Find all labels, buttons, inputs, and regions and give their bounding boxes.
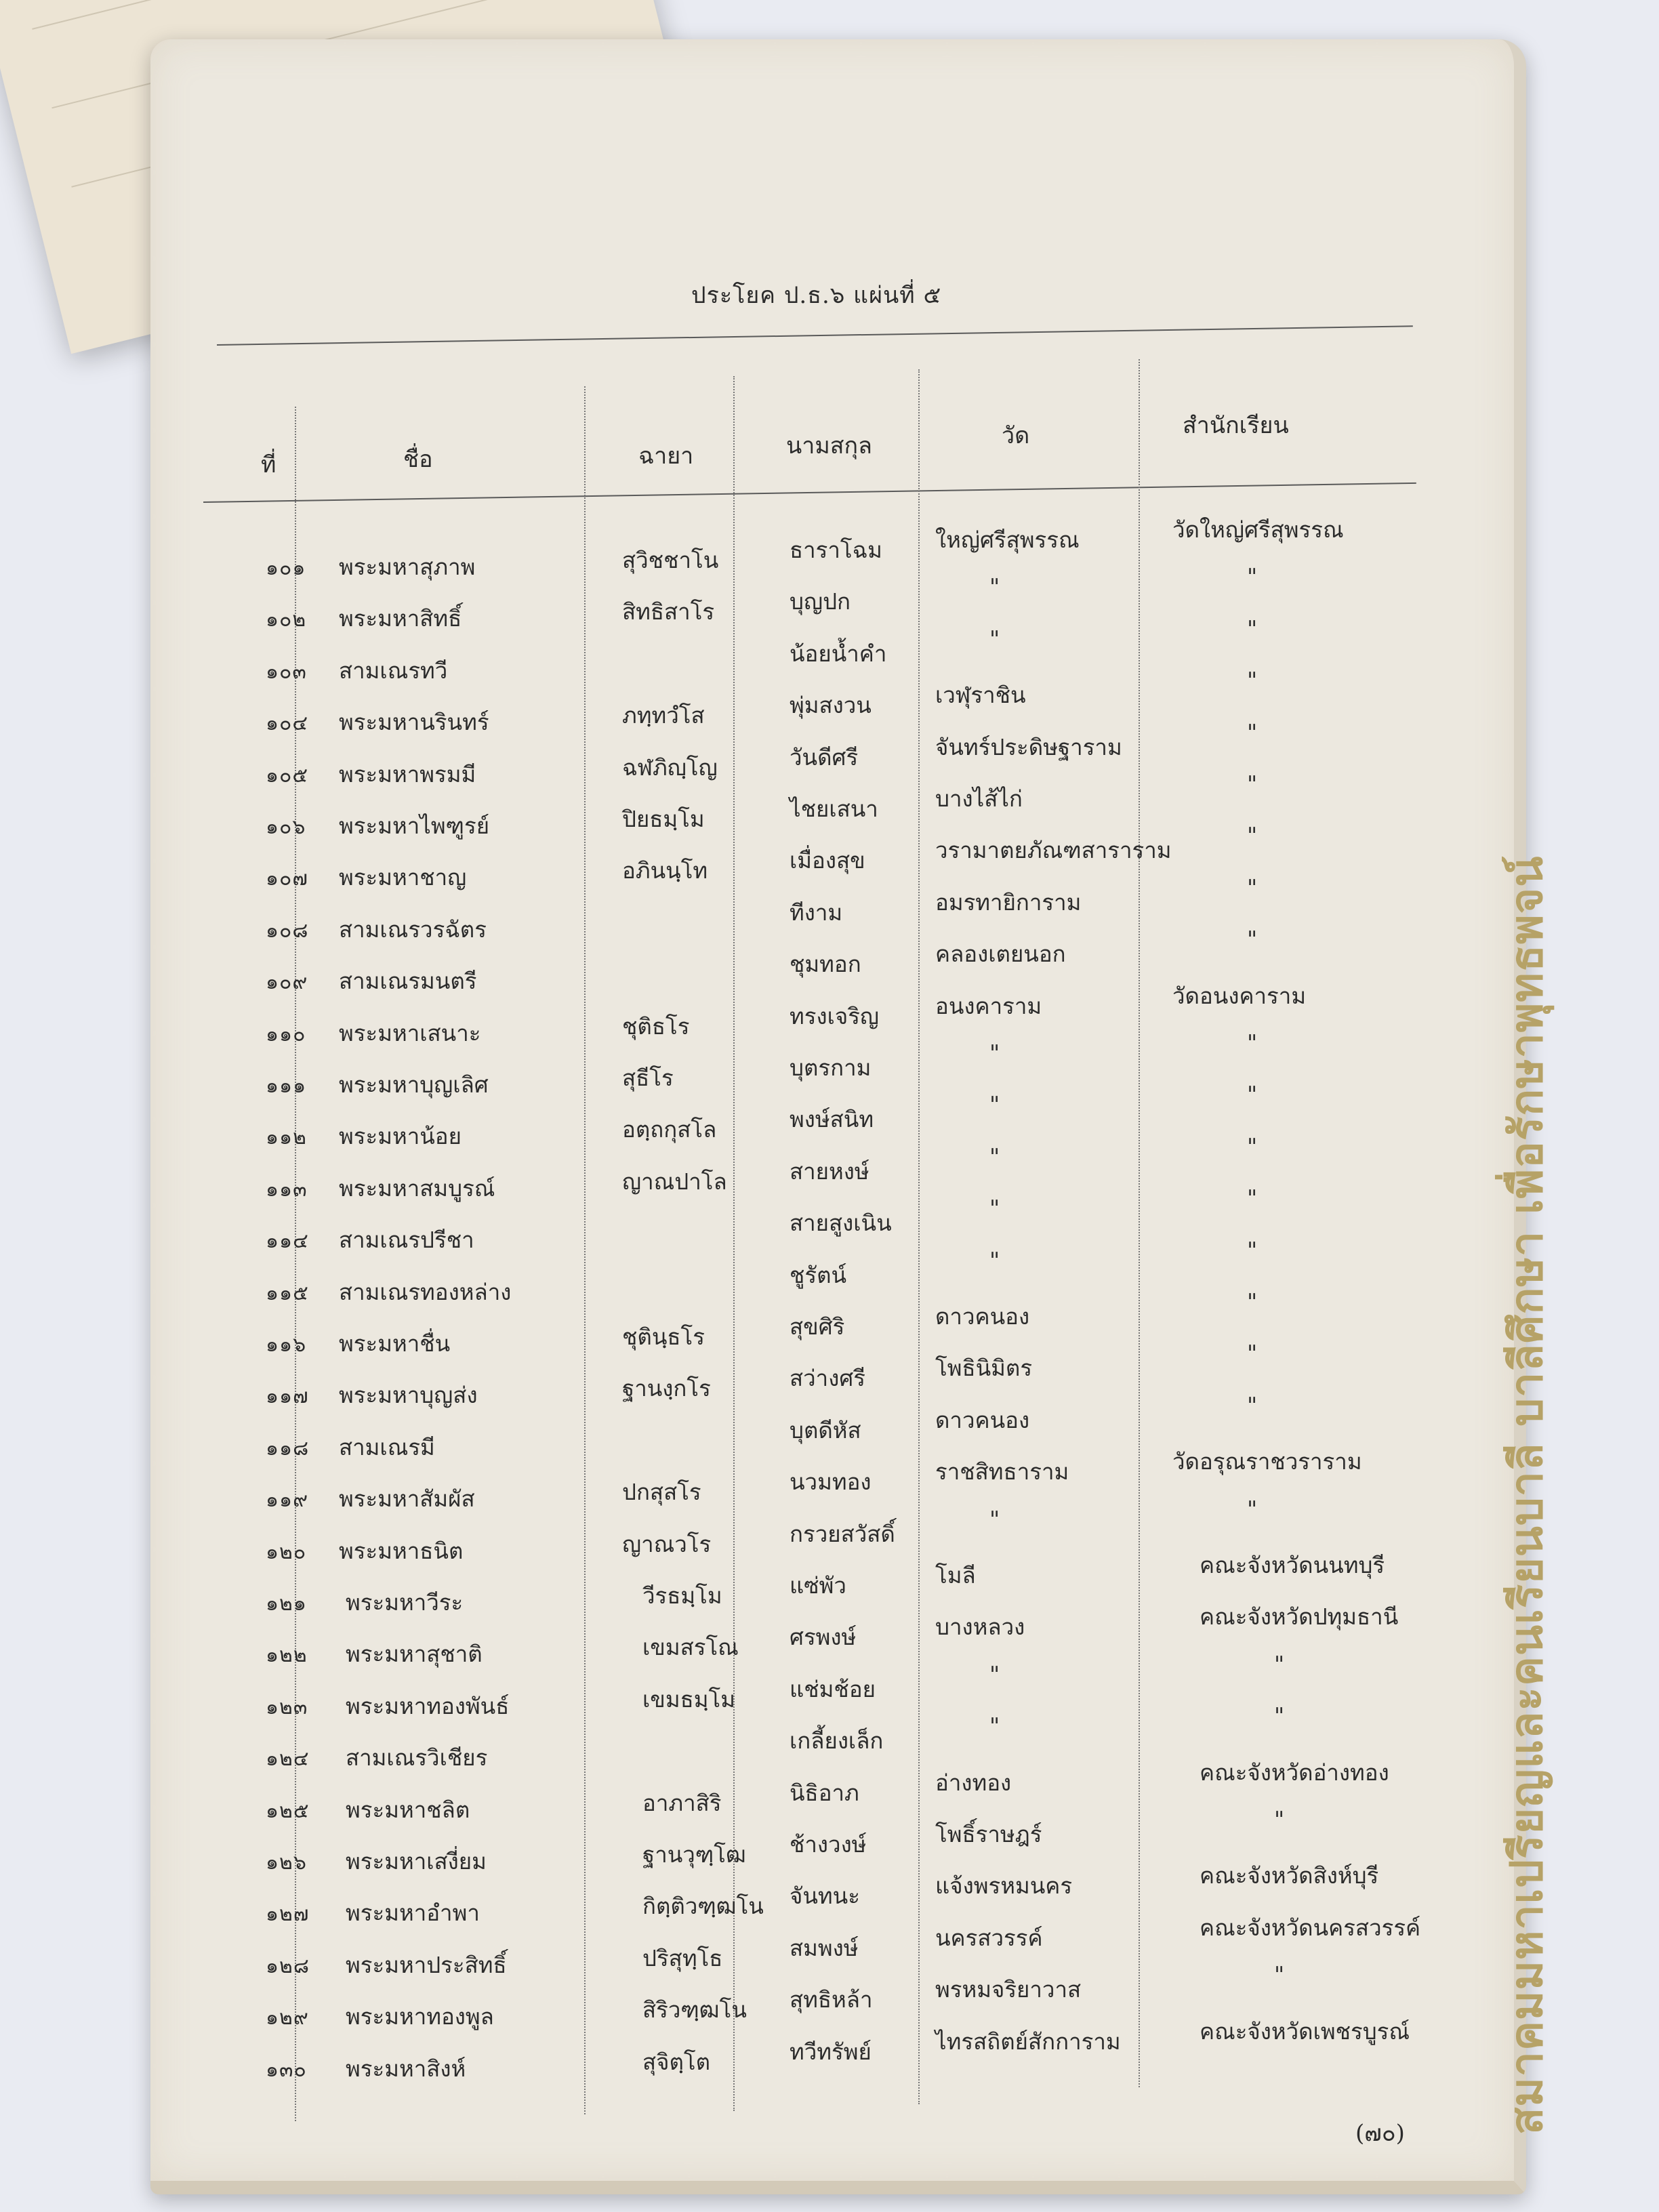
cell-chaya: เขมสรโณ [642, 1634, 739, 1661]
cell-wat: โพธิ์ราษฎร์ [935, 1821, 1042, 1847]
cell-no: ๑๑๐ [266, 1022, 306, 1046]
cell-surname: ทรงเจริญ [790, 1002, 880, 1029]
cell-surname: เมื่องสุข [790, 847, 865, 874]
cell-wat: แจ้งพรหมนคร [935, 1872, 1073, 1900]
cell-surname: จันทนะ [790, 1883, 860, 1910]
cell-chaya: ชุติธโร [622, 1012, 690, 1040]
cell-name: สามเณรวรฉัตร [339, 916, 487, 943]
cell-chaya: ปกสุสโร [622, 1479, 701, 1506]
cell-surname: วันดีศรี [790, 743, 859, 771]
cell-school: " [1247, 1391, 1258, 1418]
cell-school: " [1247, 1132, 1258, 1160]
column-divider-name [584, 386, 586, 2114]
cell-no: ๑๒๗ [266, 1902, 310, 1927]
cell-name: พระมหาชลิต [346, 1796, 470, 1823]
cell-no: ๑๒๑ [266, 1592, 307, 1616]
cell-no: ๑๐๔ [266, 712, 309, 736]
cell-wat: " [989, 1713, 1000, 1740]
cell-wat: เวฬุราชิน [935, 682, 1026, 709]
cell-school: " [1247, 615, 1258, 642]
cell-name: พระมหาทองพูล [346, 2003, 494, 2030]
cell-no: ๑๑๑ [266, 1074, 307, 1098]
cell-school: คณะจังหวัดนนทบุรี [1200, 1552, 1385, 1578]
cell-no: ๑๒๖ [266, 1851, 307, 1875]
cell-surname: ทวีทรัพย์ [790, 2038, 872, 2065]
cell-school: " [1247, 1288, 1258, 1315]
cell-name: สามเณรปรีชา [339, 1227, 474, 1254]
cell-chaya: ญาณปาโล [622, 1168, 727, 1195]
cell-chaya: อตฺถกุสโล [622, 1116, 717, 1143]
cell-school: " [1247, 1236, 1258, 1263]
cell-no: ๑๒๒ [266, 1643, 308, 1668]
cell-chaya: ปิยธมฺโม [622, 806, 705, 832]
cell-name: พระมหาประสิทธิ์ [346, 1951, 507, 1978]
cell-name: พระมหาชื่น [339, 1330, 451, 1357]
cell-surname: ไชยเสนา [790, 796, 878, 822]
header-name: ชื่อ [403, 446, 433, 473]
cell-wat: นครสวรรค์ [935, 1924, 1043, 1951]
header-wat: วัด [1002, 422, 1030, 449]
cell-school: คณะจังหวัดเพชรบูรณ์ [1200, 2018, 1410, 2045]
cell-surname: น้อยน้ำคำ [790, 640, 887, 667]
cell-surname: สุขศิริ [790, 1313, 845, 1340]
cell-name: พระมหาเสนาะ [339, 1019, 481, 1046]
document-title: ประโยค ป.ธ.๖ แผ่นที่ ๕ [691, 282, 942, 309]
cell-no: ๑๐๒ [266, 608, 307, 632]
cell-name: สามเณรมนตรี [339, 968, 477, 995]
cell-school: " [1247, 1185, 1258, 1212]
cell-wat: ไทรสถิตย์สักการาม [935, 2028, 1121, 2055]
cell-school: วัดใหญ่ศรีสุพรรณ [1172, 516, 1344, 543]
cell-name: พระมหาวีระ [346, 1589, 464, 1616]
column-divider-wat [1139, 359, 1140, 2087]
cell-no: ๑๑๓ [266, 1177, 308, 1202]
cell-wat: วรามาตยภัณฑสาราราม [935, 837, 1172, 864]
cell-name: พระมหาสิทธิ์ [339, 605, 462, 632]
cell-wat: บางหลวง [935, 1614, 1025, 1641]
cell-wat: " [989, 1040, 1000, 1066]
cell-name: พระมหานรินทร์ [339, 709, 489, 736]
page-number: (๗๐) [1355, 2120, 1405, 2147]
cell-surname: สายหงษ์ [790, 1158, 869, 1185]
cell-wat: " [989, 625, 1000, 652]
cell-school: " [1247, 822, 1258, 849]
cell-name: พระมหาน้อย [339, 1123, 462, 1150]
cell-surname: ชูรัตน์ [790, 1261, 847, 1288]
cell-no: ๑๑๒ [266, 1126, 307, 1150]
cell-surname: แซ่พัว [790, 1572, 846, 1599]
cell-surname: กรวยสวัสดิ์ [790, 1520, 895, 1547]
cell-name: พระมหาชาญ [339, 864, 467, 891]
cell-surname: สว่างศรี [790, 1365, 865, 1392]
header-surname: นามสกุล [786, 432, 872, 459]
cell-name: พระมหาธนิต [339, 1537, 464, 1564]
cell-wat: " [989, 1143, 1000, 1170]
cell-school: " [1247, 771, 1258, 797]
cell-surname: ธาราโฉม [790, 537, 882, 563]
cell-school: " [1247, 1081, 1258, 1108]
cell-no: ๑๓๐ [266, 2057, 307, 2082]
cell-school: " [1274, 1650, 1285, 1677]
cell-no: ๑๒๙ [266, 2006, 309, 2030]
cell-school: " [1247, 1495, 1258, 1522]
cell-wat: " [989, 1660, 1000, 1687]
cell-name: พระมหาบุญเลิศ [339, 1071, 489, 1098]
cell-chaya: สุวิชชาโน [622, 547, 719, 573]
cell-chaya: วีรธมฺโม [642, 1582, 722, 1609]
cell-chaya: อาภาสิริ [642, 1789, 722, 1816]
cell-name: พระมหาสุภาพ [339, 554, 476, 580]
cell-no: ๑๐๖ [266, 815, 306, 839]
cell-wat: " [989, 1246, 1000, 1273]
cell-no: ๑๐๘ [266, 918, 309, 943]
cell-school: " [1247, 874, 1258, 901]
cell-surname: เกลี้ยงเล็ก [790, 1727, 884, 1755]
watermark-text: สมาคมมหาเปรียญและคนเรียนบาลี บาลีศึกษา เพื่อรักษาพุทธพจน์ [1500, 855, 1553, 2135]
cell-wat: " [989, 1091, 1000, 1118]
cell-chaya: กิตฺติวฑฺฒโน [642, 1893, 764, 1920]
cell-wat: โพธินิมิตร [935, 1355, 1033, 1382]
cell-wat: " [989, 1195, 1000, 1222]
cell-no: ๑๑๙ [266, 1488, 309, 1513]
cell-chaya: ปริสุทฺโธ [642, 1944, 723, 1971]
header-school: สำนักเรียน [1183, 412, 1289, 439]
cell-name: สามเณรวิเชียร [346, 1744, 488, 1771]
cell-school: " [1247, 563, 1258, 590]
cell-wat: บางไส้ไก่ [935, 785, 1023, 812]
cell-school: คณะจังหวัดนครสวรรค์ [1200, 1914, 1421, 1941]
cell-surname: ศรพงษ์ [790, 1624, 857, 1651]
cell-chaya: ชุตินฺธโร [622, 1324, 705, 1350]
cell-chaya: ภทฺทวํโส [622, 702, 705, 729]
cell-name: พระมหาอำพา [346, 1900, 480, 1927]
cell-surname: ชุมทอก [790, 951, 861, 978]
cell-name: พระมหาเสงี่ยม [346, 1848, 487, 1875]
column-divider-surname [918, 369, 920, 2104]
cell-wat: " [989, 573, 1000, 600]
cell-school: " [1247, 718, 1258, 745]
cell-school: " [1247, 1029, 1258, 1056]
cell-surname: แช่มช้อย [790, 1675, 876, 1702]
cell-chaya: สิทธิสาโร [622, 598, 715, 626]
cell-name: สามเณรทองหล่าง [339, 1278, 512, 1305]
cell-no: ๑๑๗ [266, 1385, 309, 1409]
cell-chaya: ฐานงฺกโร [622, 1375, 711, 1402]
cell-name: พระมหาสมบูรณ์ [339, 1174, 495, 1202]
cell-no: ๑๒๐ [266, 1540, 307, 1564]
cell-name: พระมหาสัมผัส [339, 1486, 475, 1513]
cell-school: " [1274, 1961, 1285, 1988]
cell-wat: อมรทายิการาม [935, 888, 1082, 916]
cell-wat: จันทร์ประดิษฐาราม [935, 733, 1122, 760]
cell-no: ๑๐๕ [266, 763, 309, 787]
cell-surname: บุตรกาม [790, 1054, 872, 1081]
cell-school: คณะจังหวัดสิงห์บุรี [1200, 1862, 1379, 1889]
cell-school: " [1274, 1702, 1285, 1729]
cell-surname: สมพงษ์ [790, 1934, 859, 1961]
cell-surname: นิธิอาภ [790, 1779, 859, 1806]
cell-wat: ราชสิทธาราม [935, 1458, 1069, 1486]
cell-no: ๑๐๓ [266, 659, 307, 684]
cell-chaya: สิริวฑฺฒโน [642, 1996, 747, 2024]
cell-school: คณะจังหวัดปทุมธานี [1200, 1603, 1399, 1631]
cell-chaya: สุธีโร [622, 1065, 674, 1091]
cell-no: ๑๑๕ [266, 1281, 309, 1305]
cell-surname: นวมทอง [790, 1469, 872, 1496]
cell-surname: สายสูงเนิน [790, 1210, 892, 1237]
cell-wat: ดาวคนอง [935, 1303, 1030, 1330]
cell-no: ๑๒๔ [266, 1747, 310, 1771]
cell-no: ๑๐๗ [266, 867, 308, 891]
cell-surname: บุญปก [790, 588, 851, 615]
cell-school: คณะจังหวัดอ่างทอง [1200, 1759, 1389, 1786]
cell-no: ๑๒๕ [266, 1799, 310, 1823]
cell-no: ๑๒๘ [266, 1954, 310, 1978]
cell-name: พระมหาบุญส่ง [339, 1382, 478, 1409]
cell-school: " [1247, 1340, 1258, 1367]
cell-no: ๑๐๑ [266, 556, 306, 580]
cell-no: ๑๐๙ [266, 970, 308, 995]
cell-name: พระมหาพรมมี [339, 760, 476, 787]
cell-surname: บุตดีหัส [790, 1416, 861, 1443]
cell-wat: อนงคาราม [935, 992, 1042, 1019]
cell-wat: " [989, 1505, 1000, 1532]
cell-surname: พุ่มสงวน [790, 692, 872, 719]
cell-wat: ใหญ่ศรีสุพรรณ [935, 527, 1080, 553]
cell-chaya: อภินนฺโท [622, 857, 708, 884]
cell-name: สามเณรมี [339, 1433, 435, 1460]
cell-surname: ทีงาม [790, 899, 843, 926]
cell-name: พระมหาสุชาติ [346, 1641, 483, 1668]
header-no: ที่ [261, 451, 276, 478]
cell-name: พระมหาสิงห์ [346, 2055, 466, 2082]
cell-surname: พงษ์สนิท [790, 1106, 874, 1133]
cell-no: ๑๒๓ [266, 1695, 308, 1719]
cell-chaya: ฐานวุฑฺโฒ [642, 1841, 746, 1868]
cell-no: ๑๑๔ [266, 1229, 309, 1254]
cell-no: ๑๑๖ [266, 1333, 307, 1357]
cell-wat: อ่างทอง [935, 1769, 1012, 1796]
cell-name: พระมหาไพฑูรย์ [339, 813, 490, 839]
cell-wat: พรหมจริยาวาส [935, 1976, 1082, 2003]
cell-wat: คลองเตยนอก [935, 941, 1066, 968]
cell-school: " [1247, 926, 1258, 953]
cell-name: สามเณรทวี [339, 657, 448, 684]
cell-school: " [1274, 1806, 1285, 1832]
cell-no: ๑๑๘ [266, 1436, 310, 1460]
cell-wat: ดาวคนอง [935, 1406, 1030, 1433]
cell-chaya: เขมธมฺโม [642, 1685, 735, 1713]
cell-school: " [1247, 667, 1258, 694]
cell-name: พระมหาทองพันธ์ [346, 1692, 510, 1719]
cell-chaya: สุจิตฺโต [642, 2048, 711, 2075]
cell-surname: ช้างวงษ์ [790, 1831, 867, 1858]
cell-chaya: ฉฬภิญฺโญ [622, 754, 718, 781]
cell-school: วัดอรุณราชวราราม [1172, 1448, 1362, 1475]
cell-wat: โมลี [935, 1562, 976, 1589]
header-chaya: ฉายา [638, 443, 694, 470]
cell-surname: สุทธิหล้า [790, 1986, 873, 2013]
cell-school: วัดอนงคาราม [1172, 982, 1307, 1009]
cell-chaya: ญาณวโร [622, 1530, 712, 1557]
